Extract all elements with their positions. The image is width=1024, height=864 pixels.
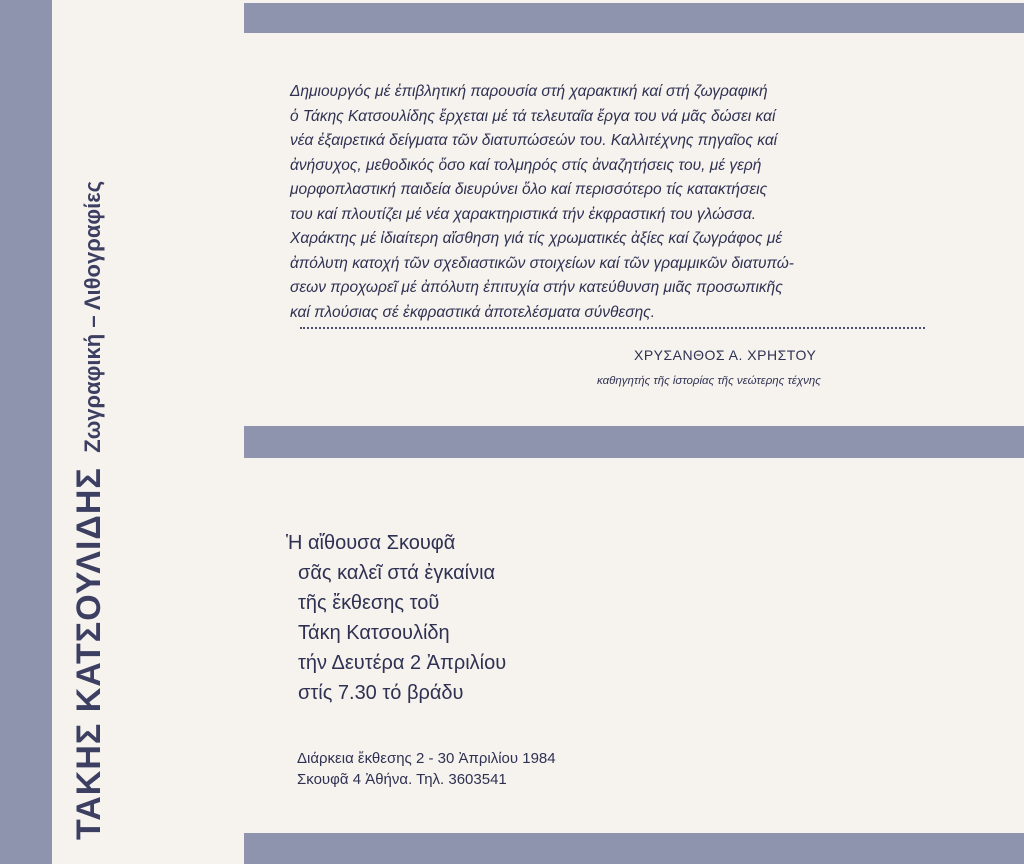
quote-line: νέα ἐξαιρετικά δείγματα τῶν διατυπώσεών του. Καλλιτέχνης πηγαῖος καί	[290, 132, 778, 149]
quote-line: του καί πλουτίζει μέ νέα χαρακτηριστικά τήν ἐκφραστική του γλώσσα.	[290, 205, 756, 223]
middle-accent-bar	[244, 426, 1024, 458]
quote-line: ἀνήσυχος, μεθοδικός ὅσο καί τολμηρός στίς ἀναζητήσεις του, μέ γερή	[290, 156, 762, 174]
side-accent-band	[0, 0, 52, 864]
top-accent-bar	[244, 3, 1024, 33]
dotted-divider	[300, 327, 925, 329]
artist-name: ΤΑΚΗΣ ΚΑΤΣΟΥΛΙΔΗΣ	[70, 467, 108, 840]
quote-line: ὁ Τάκης Κατσουλίδης ἔρχεται μέ τά τελευταῖα ἔργα του νά μᾶς δώσει καί	[290, 107, 776, 125]
exhibition-duration: Διάρκεια ἔκθεσης 2 - 30 Ἀπριλίου 1984	[297, 750, 556, 767]
quote-line: μορφοπλαστική παιδεία διευρύνει ὅλο καί περισσότερο τίς κατακτήσεις	[290, 181, 768, 198]
invitation-line: Τάκη Κατσουλίδη	[298, 622, 450, 644]
quote-line: Δημιουργός μέ ἐπιβλητική παρουσία στή χαρακτική καί στή ζωγραφική	[290, 83, 768, 100]
vertical-title	[70, 181, 109, 840]
invitation-text	[286, 528, 506, 708]
quote-author-role: καθηγητής τῆς ἱστορίας τῆς νεώτερης τέχνης	[597, 375, 821, 387]
exhibition-details	[297, 748, 556, 790]
quote-line: ἀπόλυτη κατοχή τῶν σχεδιαστικῶν στοιχείων καί τῶν γραμμικῶν διατυπώ-	[290, 254, 794, 272]
invitation-line: Ἡ αἴθουσα Σκουφᾶ	[286, 532, 456, 554]
quote-line: καί πλούσιας σέ ἐκφραστικά ἀποτελέσματα σύνθεσης.	[290, 303, 656, 321]
critic-quote	[290, 80, 930, 325]
artist-subtitle: Ζωγραφική – Λιθογραφίες	[80, 180, 105, 453]
invitation-line: στίς 7.30 τό βράδυ	[298, 682, 464, 704]
quote-line: σεων προχωρεῖ μέ ἀπόλυτη ἐπιτυχία στήν κατεύθυνση μιᾶς προσωπικῆς	[290, 279, 783, 296]
invitation-line: τῆς ἔκθεσης τοῦ	[298, 592, 440, 614]
quote-author: ΧΡΥΣΑΝΘΟΣ Α. ΧΡΗΣΤΟΥ	[634, 347, 817, 363]
quote-line: Χαράκτης μέ ἰδιαίτερη αἴσθηση γιά τίς χρωματικές ἀξίες καί ζωγράφος μέ	[290, 230, 783, 247]
invitation-line: τήν Δευτέρα 2 Ἀπριλίου	[298, 652, 507, 674]
bottom-accent-bar	[244, 833, 1024, 864]
invitation-line: σᾶς καλεῖ στά ἐγκαίνια	[298, 562, 496, 584]
gallery-address: Σκουφᾶ 4 Ἀθήνα. Τηλ. 3603541	[297, 771, 507, 788]
